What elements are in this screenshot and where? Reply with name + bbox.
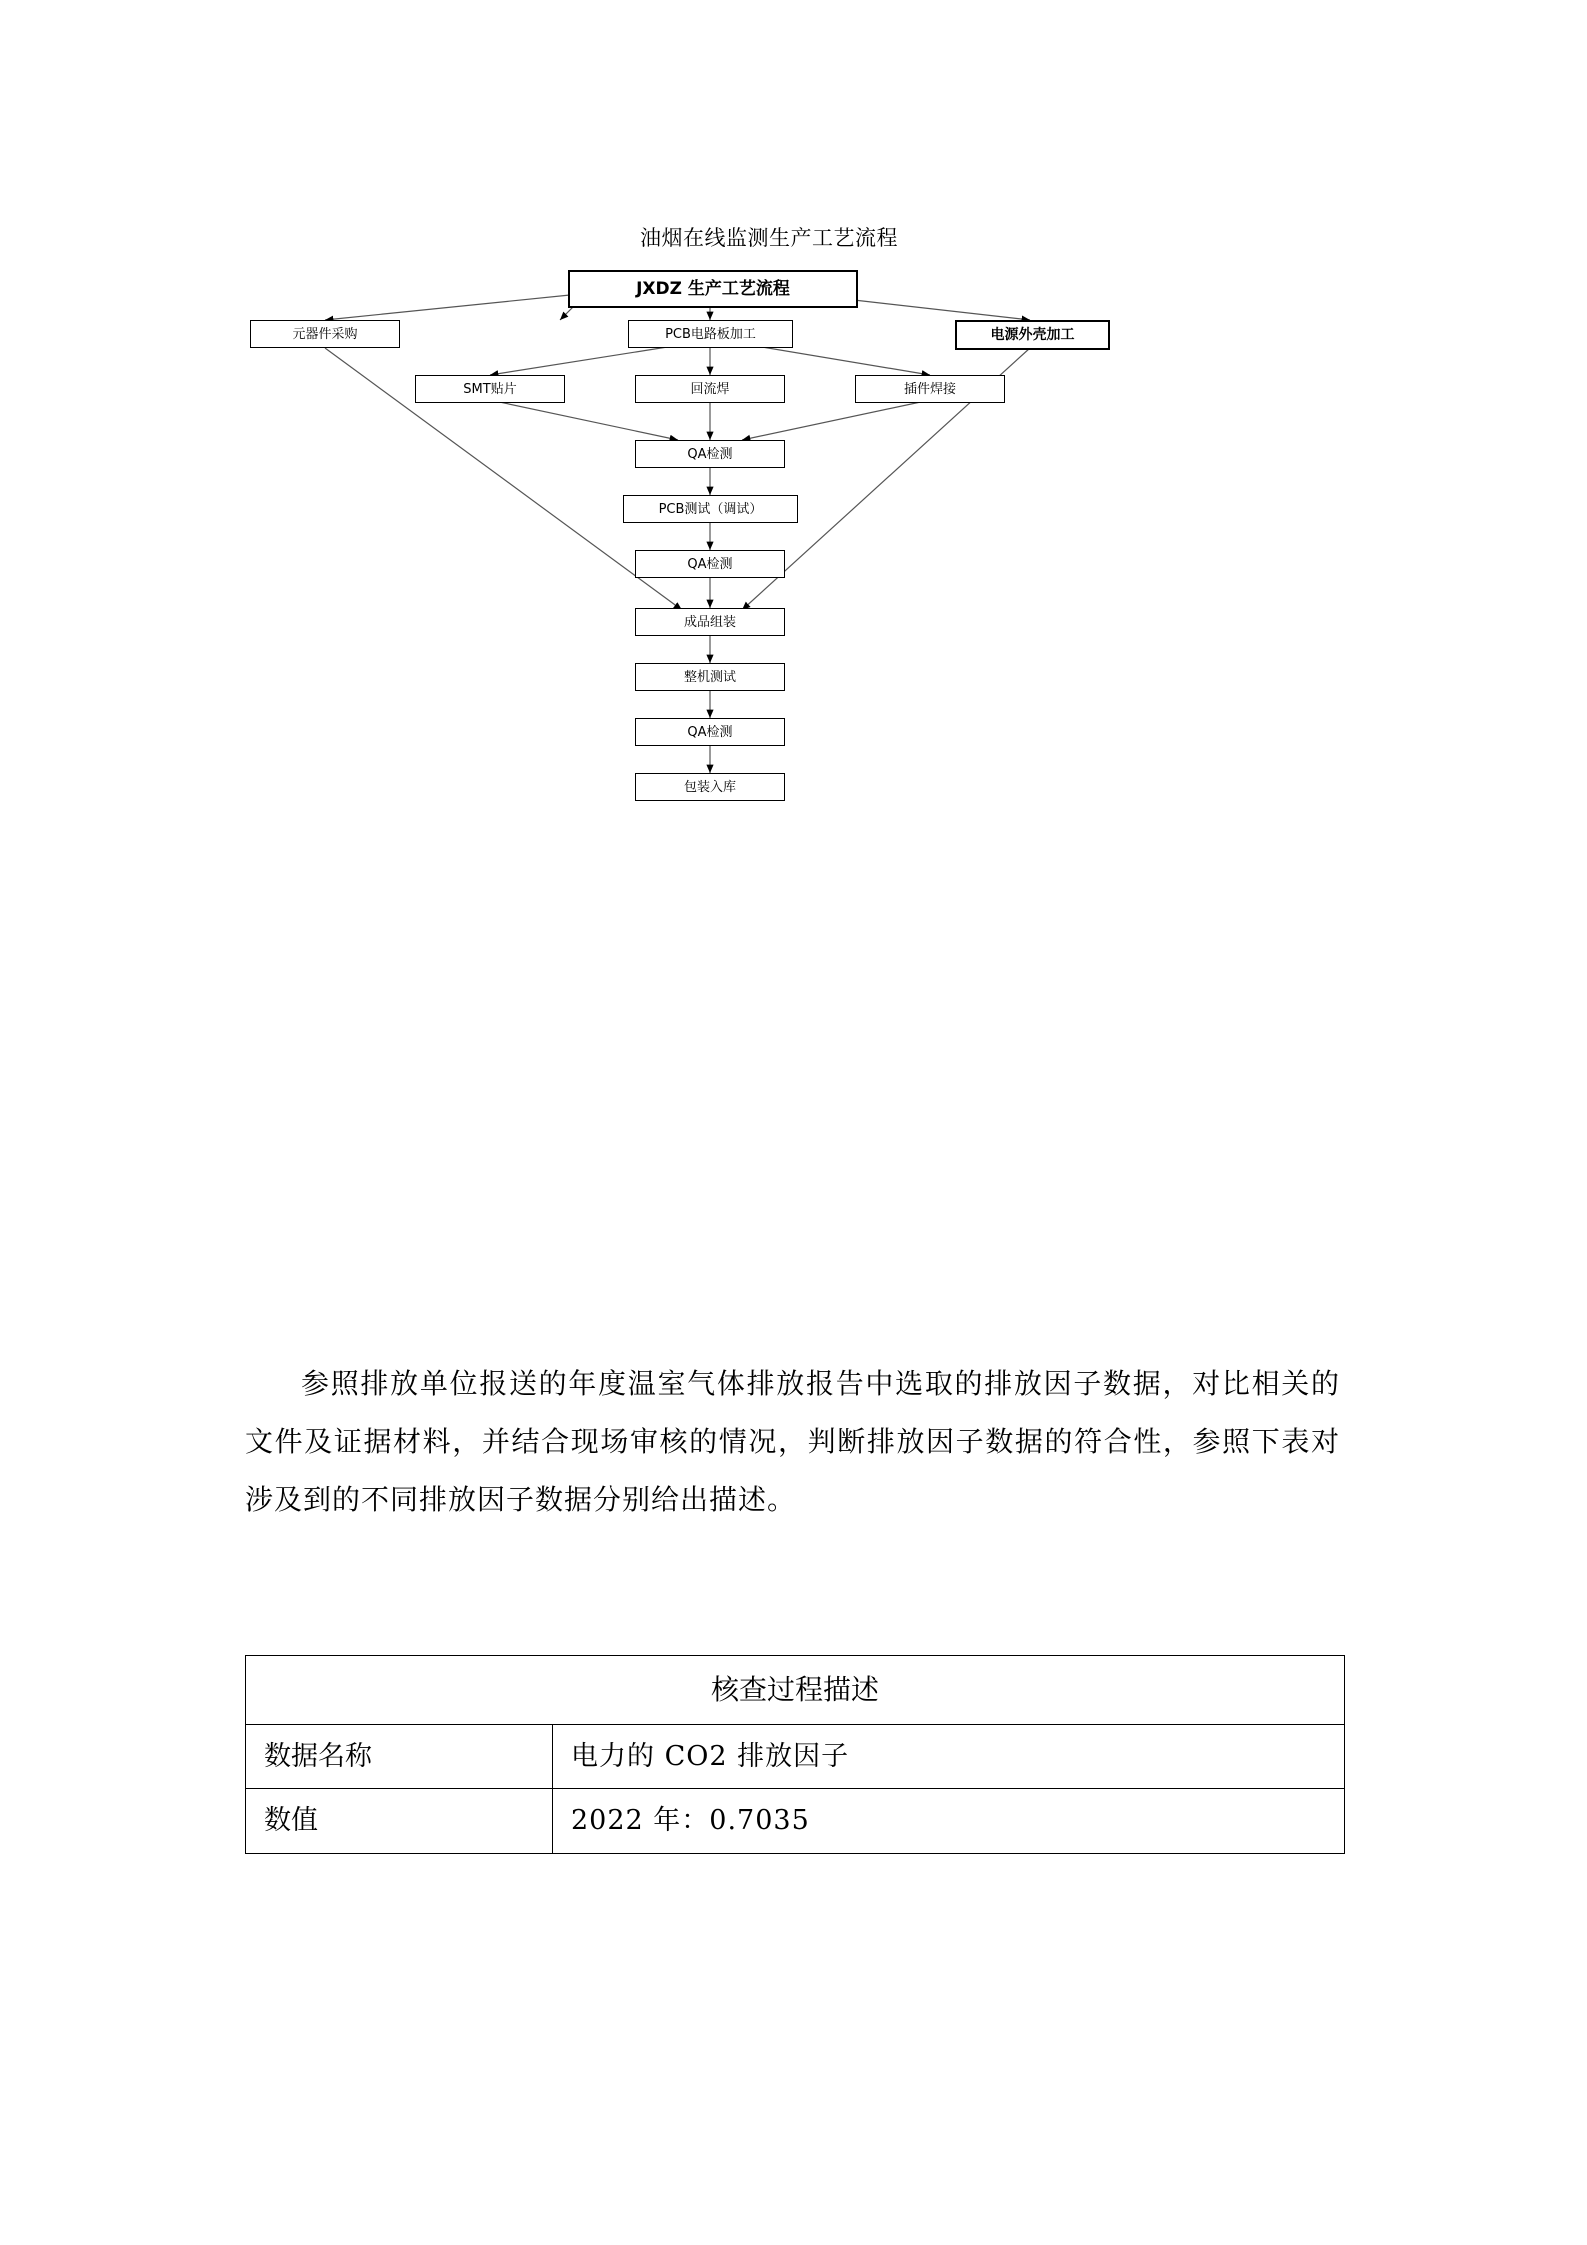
node-packing: 包装入库 — [635, 773, 785, 801]
table-cell-value-value: 2022 年：0.7035 — [553, 1789, 1345, 1853]
process-flow-diagram — [230, 270, 1410, 920]
body-paragraph: 参照排放单位报送的年度温室气体排放报告中选取的排放因子数据，对比相关的文件及证据材料，并结合现场审核的情况，判断排放因子数据的符合性，参照下表对涉及到的不同排放因子数据分别给出描述。 — [245, 1367, 1340, 1516]
node-smt: SMT贴片 — [415, 375, 565, 403]
node-root: JXDZ 生产工艺流程 — [568, 270, 858, 308]
table-cell-label-data-name: 数据名称 — [246, 1725, 553, 1789]
node-machtest: 整机测试 — [635, 663, 785, 691]
table-row — [246, 1725, 1345, 1789]
node-pcb: PCB电路板加工 — [628, 320, 793, 348]
flow-connectors — [230, 270, 1410, 920]
table-row — [246, 1789, 1345, 1853]
node-qa1: QA检测 — [635, 440, 785, 468]
verification-table — [245, 1655, 1345, 1854]
node-assembly: 成品组装 — [635, 608, 785, 636]
node-qa3: QA检测 — [635, 718, 785, 746]
node-qa2: QA检测 — [635, 550, 785, 578]
table-header-cell: 核查过程描述 — [246, 1656, 1345, 1725]
table-row — [246, 1656, 1345, 1725]
table-cell-value-data-name: 电力的 CO2 排放因子 — [553, 1725, 1345, 1789]
table-cell-label-value: 数值 — [246, 1789, 553, 1853]
node-plugin: 插件焊接 — [855, 375, 1005, 403]
node-pcbtest: PCB测试（调试） — [623, 495, 798, 523]
node-purchase: 元器件采购 — [250, 320, 400, 348]
figure-title: 油烟在线监测生产工艺流程 — [640, 226, 898, 250]
node-power: 电源外壳加工 — [955, 320, 1110, 350]
node-reflow: 回流焊 — [635, 375, 785, 403]
